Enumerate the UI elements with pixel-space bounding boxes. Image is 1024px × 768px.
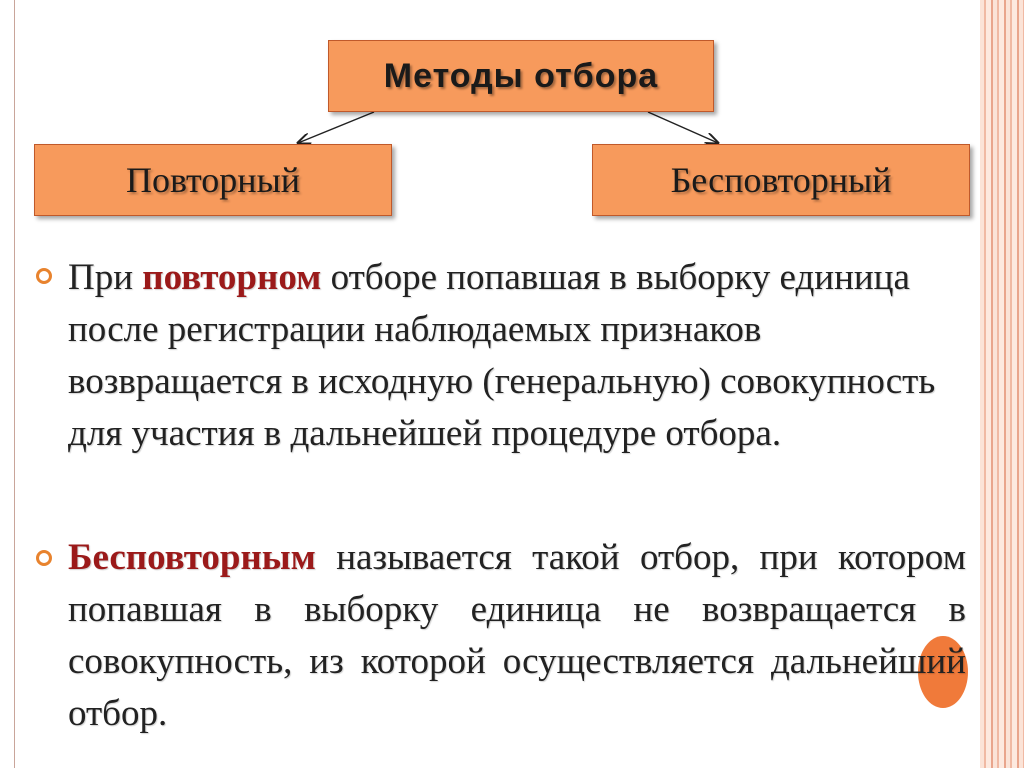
decorative-stripes — [980, 0, 1024, 768]
paragraph-non-repeated — [68, 532, 966, 740]
paragraph-lead: При — [68, 257, 143, 298]
paragraph-body: отборе попавшая в выборку единица после регистрации наблюдаемых признаков возвращается в исходную (генеральную) совокупность для участия в дальнейшей процедуре отбора. — [68, 257, 936, 454]
branch-label-repeated: Повторный — [125, 160, 301, 200]
bullet-icon — [36, 268, 52, 284]
paragraph-highlight: Бесповторным — [68, 537, 316, 578]
branch-box-repeated — [34, 144, 392, 216]
paragraph-body: называется такой отбор, при котором попавшая в выборку единица не возвращается в совокупность, из которой осуществляется дальнейший отбор. — [68, 537, 966, 734]
branch-box-non-repeated — [592, 144, 970, 216]
paragraph-highlight: повторном — [142, 257, 322, 298]
bullet-icon — [36, 550, 52, 566]
title-box — [328, 40, 714, 112]
paragraph-repeated — [68, 252, 966, 460]
branch-label-non-repeated: Бесповторный — [670, 160, 892, 200]
slide-title: Методы отбора — [383, 56, 659, 95]
